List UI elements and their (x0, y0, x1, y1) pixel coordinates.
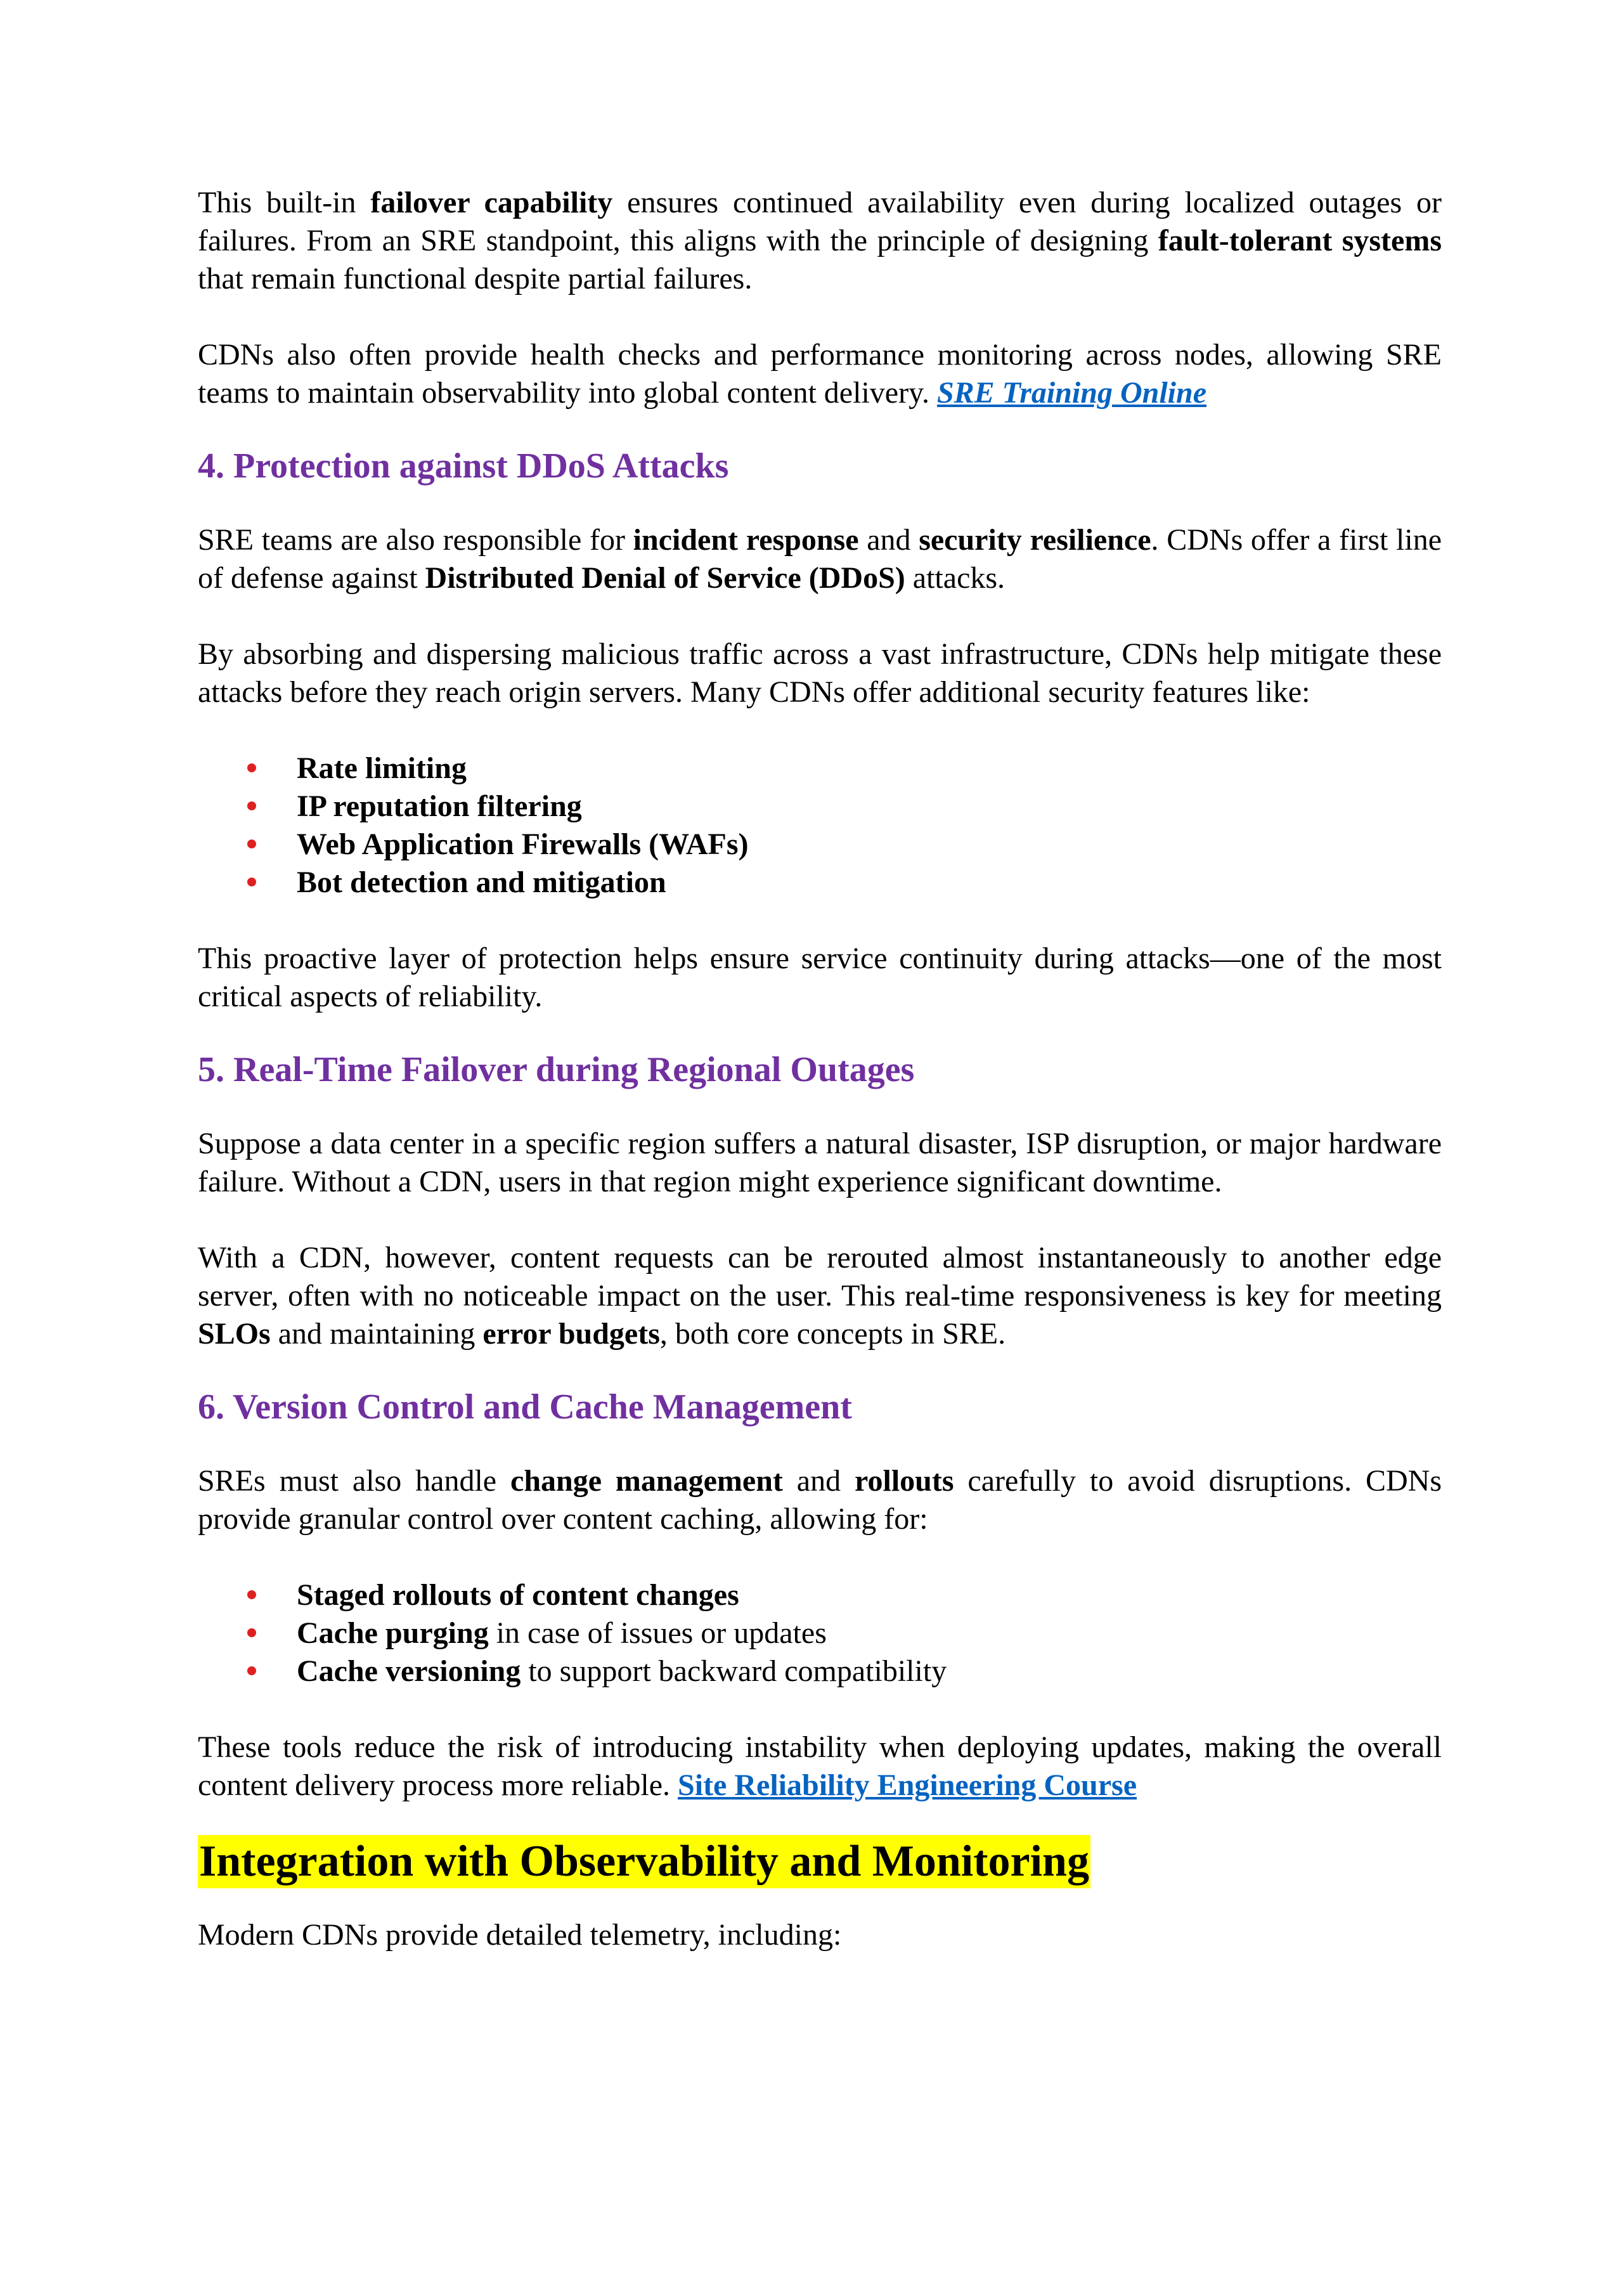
list-item (198, 1576, 1442, 1614)
bullet-dot-icon (247, 1590, 256, 1599)
paragraph-health-checks (198, 336, 1442, 412)
paragraph-failover (198, 184, 1442, 298)
bold-term: SLOs (198, 1317, 271, 1351)
text-run: These tools reduce the risk of introducing instability when deploying updates, making the overall content delivery process more reliable. (198, 1730, 1442, 1802)
list-item-label: Web Application Firewalls (WAFs) (297, 827, 749, 861)
paragraph-proactive-layer: This proactive layer of protection helps ensure service continuity during attacks—one of the most critical aspects of reliability. (198, 942, 1442, 1013)
list-item-label: Bot detection and mitigation (297, 866, 666, 899)
paragraph-with-a-cdn (198, 1239, 1442, 1353)
text-run: , both core concepts in SRE. (659, 1317, 1006, 1351)
bold-term: error budgets (482, 1317, 660, 1351)
paragraph-data-center: Suppose a data center in a specific region suffers a natural disaster, ISP disruption, or major hardware failure. Without a CDN, users in that region might experience significant downtime. (198, 1127, 1442, 1198)
list-item-label: IP reputation filtering (297, 789, 582, 823)
bold-term: rollouts (855, 1464, 954, 1498)
section-heading-version-control: 6. Version Control and Cache Management (198, 1387, 852, 1427)
cache-controls-list (198, 1576, 1442, 1690)
bullet-dot-icon (247, 801, 256, 810)
paragraph-incident-response (198, 521, 1442, 597)
text-run: attacks. (905, 561, 1005, 595)
site-reliability-engineering-course-link[interactable]: Site Reliability Engineering Course (678, 1768, 1137, 1802)
bold-term: change management (510, 1464, 783, 1498)
bullet-dot-icon (247, 840, 256, 848)
bullet-dot-icon (247, 763, 256, 772)
text-run: and (782, 1464, 855, 1498)
bold-term: incident response (633, 523, 859, 557)
sre-training-online-link[interactable]: SRE Training Online (936, 376, 1206, 410)
bold-term: Distributed Denial of Service (DDoS) (425, 561, 905, 595)
section-heading-ddos: 4. Protection against DDoS Attacks (198, 446, 729, 486)
section-heading-regional-outages: 5. Real-Time Failover during Regional Outages (198, 1050, 915, 1089)
text-run: With a CDN, however, content requests can be rerouted almost instantaneously to another edge server, often with no noticeable impact on the user. This real-time responsiveness is key for meeting (198, 1241, 1442, 1313)
text-run: ensures continued availability even during localized outages or failures. From an SRE standpoint, this aligns with the principle of designing (198, 186, 1442, 257)
paragraph-change-management (198, 1462, 1442, 1538)
text-run: that remain functional despite partial failures. (198, 262, 753, 295)
list-item (198, 788, 1442, 826)
list-item-text: to support backward compatibility (521, 1654, 947, 1688)
heading-wrapper (198, 1835, 1442, 1888)
document-page (198, 184, 1442, 1954)
list-item-text: in case of issues or updates (488, 1616, 827, 1650)
bold-term: fault-tolerant systems (1158, 224, 1442, 257)
list-item (198, 826, 1442, 864)
bullet-dot-icon (247, 1628, 256, 1637)
bullet-dot-icon (247, 1666, 256, 1675)
text-run: and (858, 523, 919, 557)
list-item-label: Cache purging (297, 1616, 489, 1650)
text-run: This built-in (198, 186, 371, 219)
list-item-label: Staged rollouts of content changes (297, 1578, 739, 1612)
list-item-label: Rate limiting (297, 751, 467, 785)
text-run: SREs must also handle (198, 1464, 511, 1498)
bold-term: failover capability (370, 186, 613, 219)
list-item (198, 864, 1442, 902)
bold-term: security resilience (919, 523, 1151, 557)
text-run: SRE teams are also responsible for (198, 523, 633, 557)
security-features-list (198, 749, 1442, 902)
paragraph-telemetry: Modern CDNs provide detailed telemetry, including: (198, 1918, 842, 1952)
list-item-label: Cache versioning (297, 1654, 521, 1688)
text-run: . CDNs offer a first line of defense against (198, 523, 1442, 595)
text-run: CDNs also often provide health checks and performance monitoring across nodes, allowing SRE teams to maintain observability into global content delivery. (198, 338, 1442, 410)
bullet-dot-icon (247, 878, 256, 886)
paragraph-these-tools (198, 1728, 1442, 1805)
heading-observability: Integration with Observability and Monitoring (198, 1835, 1090, 1888)
list-item (198, 1652, 1442, 1690)
list-item (198, 749, 1442, 788)
list-item (198, 1614, 1442, 1652)
text-run: carefully to avoid disruptions. CDNs provide granular control over content caching, allowing for: (198, 1464, 1442, 1536)
paragraph-absorbing-traffic: By absorbing and dispersing malicious traffic across a vast infrastructure, CDNs help mitigate these attacks before they reach origin servers. Many CDNs offer additional security features like: (198, 637, 1442, 709)
text-run: and maintaining (270, 1317, 483, 1351)
